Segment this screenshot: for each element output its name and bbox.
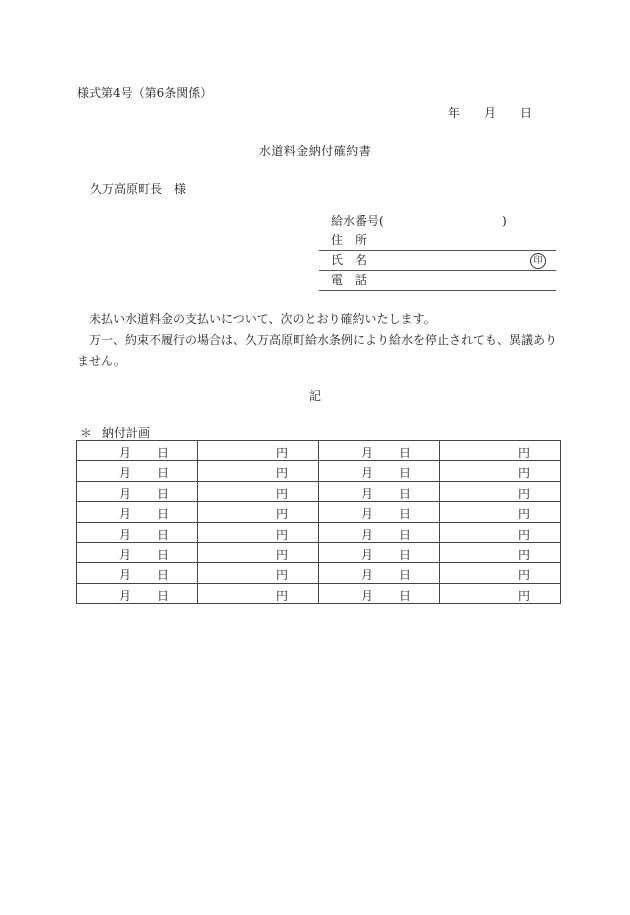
month-label: 月 [361, 466, 374, 481]
amount-cell[interactable] [198, 542, 319, 562]
address-label: 住 所 [331, 233, 368, 247]
payment-plan-table [76, 440, 561, 604]
date-cell[interactable] [77, 461, 198, 481]
phone-label: 電 話 [331, 273, 368, 287]
address-row[interactable] [319, 231, 556, 251]
body-text [77, 309, 557, 372]
yen-label: 円 [276, 568, 289, 583]
yen-label: 円 [276, 507, 289, 522]
yen-label: 円 [518, 527, 531, 542]
addressee: 久万高原町長 様 [90, 182, 187, 196]
yen-label: 円 [518, 568, 531, 583]
day-label: 日 [157, 507, 170, 522]
amount-cell[interactable] [440, 441, 561, 461]
table-row [77, 542, 561, 562]
month-label: 月 [361, 507, 374, 522]
day-label: 日 [399, 588, 412, 603]
name-label: 氏 名 [331, 253, 368, 267]
day-label: 日 [157, 486, 170, 501]
date-day-label: 日 [520, 106, 533, 120]
day-label: 日 [399, 446, 412, 460]
table-row [77, 563, 561, 583]
phone-row[interactable] [319, 271, 556, 291]
date-cell[interactable] [319, 461, 440, 481]
month-label: 月 [361, 486, 374, 501]
month-label: 月 [361, 588, 374, 603]
supply-number-label: 給水番号( [331, 214, 384, 228]
month-label: 月 [119, 568, 132, 583]
date-cell[interactable] [77, 563, 198, 583]
date-cell[interactable] [319, 522, 440, 542]
date-cell[interactable] [319, 583, 440, 603]
date-cell[interactable] [77, 542, 198, 562]
month-label: 月 [119, 486, 132, 501]
table-row [77, 502, 561, 522]
date-cell[interactable] [77, 502, 198, 522]
yen-label: 円 [518, 466, 531, 481]
amount-cell[interactable] [198, 441, 319, 461]
date-cell[interactable] [319, 481, 440, 501]
month-label: 月 [119, 527, 132, 542]
date-cell[interactable] [77, 522, 198, 542]
date-cell[interactable] [319, 563, 440, 583]
day-label: 日 [157, 527, 170, 542]
amount-cell[interactable] [440, 563, 561, 583]
amount-cell[interactable] [440, 502, 561, 522]
amount-cell[interactable] [198, 481, 319, 501]
amount-cell[interactable] [440, 522, 561, 542]
supply-number-close: ) [502, 214, 507, 228]
amount-cell[interactable] [440, 542, 561, 562]
table-row [77, 481, 561, 501]
day-label: 日 [399, 466, 412, 481]
table-row [77, 441, 561, 461]
yen-label: 円 [518, 486, 531, 501]
day-label: 日 [399, 547, 412, 562]
day-label: 日 [399, 527, 412, 542]
plan-label [80, 424, 150, 441]
month-label: 月 [119, 547, 132, 562]
form-number: 様式第4号（第6条関係） [77, 86, 213, 100]
asterisk-icon: ＊ [80, 426, 93, 440]
amount-cell[interactable] [198, 522, 319, 542]
date-cell[interactable] [77, 583, 198, 603]
day-label: 日 [157, 446, 170, 460]
supply-number-row[interactable] [319, 212, 556, 231]
amount-cell[interactable] [198, 583, 319, 603]
date-cell[interactable] [319, 502, 440, 522]
date-cell[interactable] [77, 441, 198, 461]
month-label: 月 [361, 547, 374, 562]
day-label: 日 [157, 466, 170, 481]
yen-label: 円 [276, 466, 289, 481]
applicant-block [319, 212, 556, 291]
yen-label: 円 [518, 547, 531, 562]
month-label: 月 [361, 446, 374, 460]
month-label: 月 [119, 507, 132, 522]
day-label: 日 [399, 507, 412, 522]
day-label: 日 [157, 568, 170, 583]
date-year-label: 年 [448, 106, 461, 120]
table-row [77, 461, 561, 481]
amount-cell[interactable] [198, 461, 319, 481]
amount-cell[interactable] [440, 583, 561, 603]
body-paragraph-1: 未払い水道料金の支払いについて、次のとおり確約いたします。 [89, 312, 436, 326]
month-label: 月 [119, 588, 132, 603]
yen-label: 円 [276, 486, 289, 501]
yen-label: 円 [276, 547, 289, 562]
month-label: 月 [119, 446, 132, 460]
yen-label: 円 [276, 527, 289, 542]
day-label: 日 [157, 547, 170, 562]
table-row [77, 522, 561, 542]
day-label: 日 [157, 588, 170, 603]
ki-heading: 記 [308, 389, 321, 403]
document-title: 水道料金納付確約書 [258, 144, 372, 158]
amount-cell[interactable] [440, 481, 561, 501]
date-cell[interactable] [319, 441, 440, 461]
plan-label-text: 納付計画 [102, 426, 151, 440]
yen-label: 円 [518, 507, 531, 522]
day-label: 日 [399, 486, 412, 501]
date-month-label: 月 [484, 106, 497, 120]
yen-label: 円 [276, 446, 289, 460]
date-cell[interactable] [319, 542, 440, 562]
name-row[interactable] [319, 251, 556, 271]
month-label: 月 [119, 466, 132, 481]
yen-label: 円 [518, 446, 531, 460]
table-row [77, 583, 561, 603]
body-paragraph-2: 万一、約束不履行の場合は、久万高原町給水条例により給水を停止されても、異議ありません。 [77, 333, 558, 368]
date-cell[interactable] [77, 481, 198, 501]
month-label: 月 [361, 527, 374, 542]
yen-label: 円 [518, 588, 531, 603]
month-label: 月 [361, 568, 374, 583]
amount-cell[interactable] [198, 502, 319, 522]
yen-label: 円 [276, 588, 289, 603]
seal-icon: 印 [530, 253, 546, 269]
day-label: 日 [399, 568, 412, 583]
amount-cell[interactable] [198, 563, 319, 583]
amount-cell[interactable] [440, 461, 561, 481]
